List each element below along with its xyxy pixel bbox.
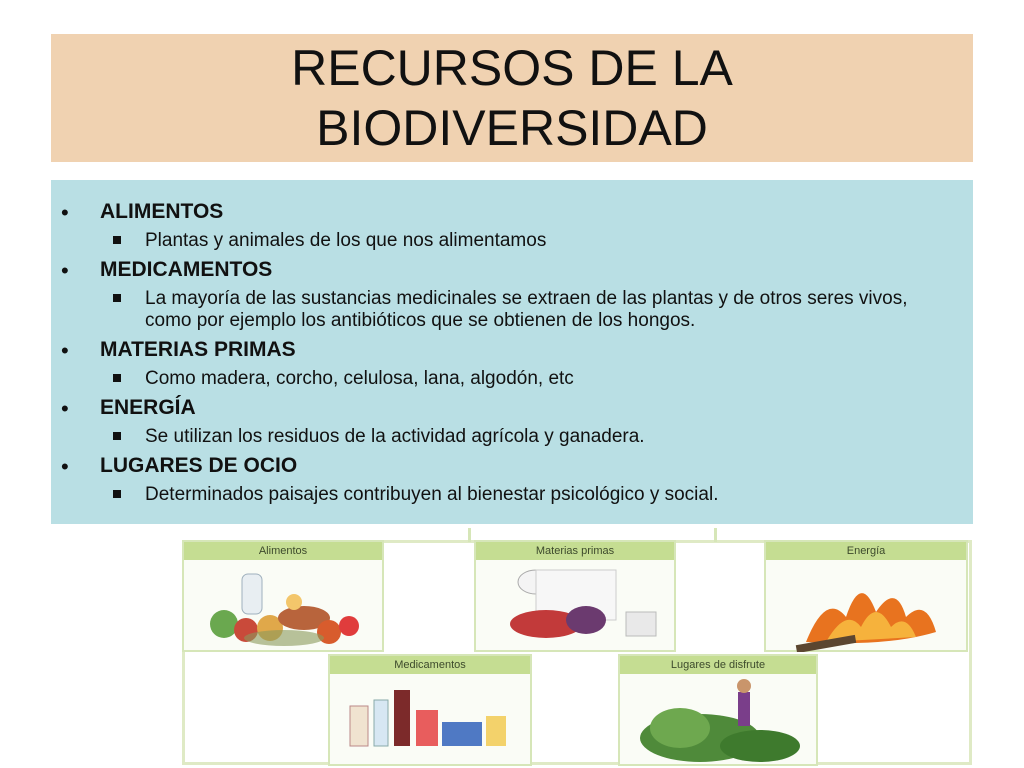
fire-icon xyxy=(766,562,966,652)
section-detail-medicamentos: La mayoría de las sustancias medicinales se extraen de las plantas y de otros seres vivos, como por ejemplo los antibióticos que se obtienen de los hongos. xyxy=(145,288,908,331)
section-detail-materias-primas: Como madera, corcho, celulosa, lana, algodón, etc xyxy=(145,368,574,389)
section-heading-energia: ENERGÍA xyxy=(100,396,196,419)
panel-label-medicamentos: Medicamentos xyxy=(330,656,530,674)
section-heading-alimentos: ALIMENTOS xyxy=(100,200,224,223)
section-detail-energia: Se utilizan los residuos de la actividad agrícola y ganadera. xyxy=(145,426,645,447)
food-icon xyxy=(184,562,382,652)
section-heading-lugares-de-ocio: LUGARES DE OCIO xyxy=(100,454,298,477)
panel-label-energia: Energía xyxy=(766,542,966,560)
landscape-icon xyxy=(620,676,816,766)
panel-label-lugares-de-disfrute: Lugares de disfrute xyxy=(620,656,816,674)
bullet: • xyxy=(61,396,69,421)
panel-medicamentos xyxy=(328,654,532,766)
sub-bullet-square xyxy=(113,432,121,440)
section-detail-lugares-de-ocio: Determinados paisajes contribuyen al bienestar psicológico y social. xyxy=(145,484,719,505)
bullet: • xyxy=(61,454,69,479)
content-box xyxy=(51,180,973,524)
raw-materials-icon xyxy=(476,562,674,652)
connector-line xyxy=(468,528,471,542)
panel-label-alimentos: Alimentos xyxy=(184,542,382,560)
sub-bullet-square xyxy=(113,490,121,498)
bullet: • xyxy=(61,258,69,283)
medicine-icon xyxy=(330,676,530,766)
panel-label-materias-primas: Materias primas xyxy=(476,542,674,560)
panel-lugares-de-disfrute xyxy=(618,654,818,766)
panel-energia xyxy=(764,540,968,652)
bullet: • xyxy=(61,200,69,225)
section-heading-materias-primas: MATERIAS PRIMAS xyxy=(100,338,296,361)
section-heading-medicamentos: MEDICAMENTOS xyxy=(100,258,273,281)
sub-bullet-square xyxy=(113,374,121,382)
sub-bullet-square xyxy=(113,236,121,244)
connector-line xyxy=(714,528,717,542)
panel-alimentos xyxy=(182,540,384,652)
bullet: • xyxy=(61,338,69,363)
sub-bullet-square xyxy=(113,294,121,302)
slide-title: RECURSOS DE LA BIODIVERSIDAD xyxy=(291,40,733,156)
slide-title-box xyxy=(51,34,973,162)
panel-materias-primas xyxy=(474,540,676,652)
biodiversity-illustration xyxy=(168,528,974,768)
section-detail-alimentos: Plantas y animales de los que nos alimentamos xyxy=(145,230,547,251)
